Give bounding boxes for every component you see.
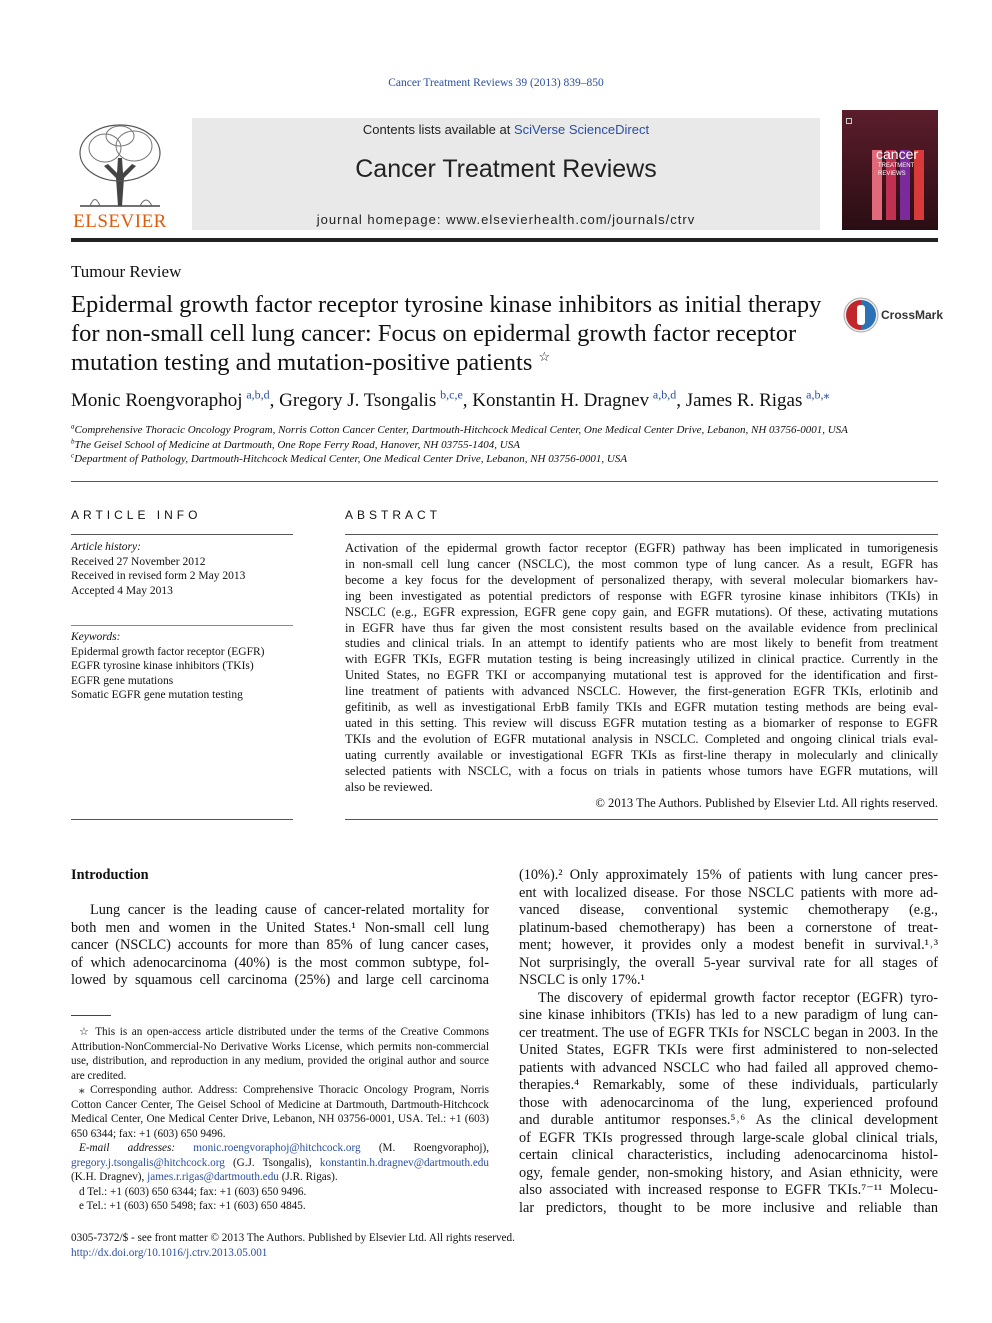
history-rule bbox=[71, 625, 293, 626]
abstract-copyright: © 2013 The Authors. Published by Elsevier Ltd. All rights reserved. bbox=[595, 796, 938, 810]
article-info-heading: ARTICLE INFO bbox=[71, 508, 202, 522]
title-footnote-mark[interactable]: ☆ bbox=[538, 348, 551, 364]
contents-line bbox=[192, 122, 820, 137]
crossmark-icon bbox=[843, 297, 879, 333]
cover-title-1: cancer bbox=[876, 146, 919, 162]
crossmark-badge[interactable] bbox=[843, 297, 943, 337]
footnote-d: d Tel.: +1 (603) 650 6344; fax: +1 (603) 650 9496. bbox=[79, 1185, 307, 1198]
keywords: Keywords: Epidermal growth factor receptor (EGFR) EGFR tyrosine kinase inhibitors (TKIs) EGFR gene mutations Somatic EGFR gene mutation testing bbox=[71, 631, 265, 701]
footnote-corresponding: ⁎ Corresponding author. Address: Comprehensive Thoracic Oncology Program, Norris Cotton Cancer Center, The Geisel School of Medicine at Dartmouth, Dartmouth-Hitchcock Medical Center, One Medical Center Drive, Lebanon, NH 03756-0001, USA. Tel.: +1 (603) 650 6344; fax: +1 (603) 650 9496. bbox=[71, 1084, 489, 1140]
section-type: Tumour Review bbox=[71, 262, 182, 281]
journal-homepage[interactable]: journal homepage: www.elsevierhealth.com/journals/ctrv bbox=[316, 212, 696, 227]
email-link[interactable]: james.r.rigas@dartmouth.edu bbox=[147, 1171, 279, 1183]
doi-link[interactable]: http://dx.doi.org/10.1016/j.ctrv.2013.05.001 bbox=[71, 1246, 268, 1259]
email-link[interactable]: gregory.j.tsongalis@hitchcock.org bbox=[71, 1156, 225, 1169]
cover-title-2: TREATMENT bbox=[878, 163, 915, 169]
affiliation-rule bbox=[71, 481, 938, 482]
introduction-heading: Introduction bbox=[71, 867, 149, 883]
issn-line: 0305-7372/$ - see front matter © 2013 The Authors. Published by Elsevier Ltd. All rights reserved. bbox=[71, 1232, 515, 1244]
email-link[interactable]: monic.roengvoraphoj@hitchcock.org bbox=[193, 1142, 361, 1154]
journal-cover bbox=[842, 110, 938, 230]
author-list bbox=[71, 387, 830, 412]
article-title bbox=[71, 290, 831, 377]
author: James R. Rigas $^{a,b,⁎}$ bbox=[685, 387, 830, 411]
header-rule bbox=[71, 238, 938, 242]
abstract-bottom-rule bbox=[345, 819, 938, 820]
journal-title: Cancer Treatment Reviews bbox=[355, 155, 657, 183]
article-title-text: Epidermal growth factor receptor tyrosine kinase inhibitors as initial therapy for non-small cell lung cancer: Focus on epidermal growth factor receptor mutation testing and mutation-positive patients bbox=[71, 291, 822, 376]
article-info-rule bbox=[71, 534, 293, 535]
footnote-emails: E-mail addresses: monic.roengvoraphoj@hitchcock.org (M. Roengvoraphoj), gregory.j.tsongalis@hitchcock.org (G.J. Tsongalis), konstantin.h.dragnev@dartmouth.edu (K.H. Dragnev), james.r.rigas@dartmouth.edu (J.R. Rigas). bbox=[71, 1142, 489, 1183]
author: Monic Roengvoraphoj $^{a,b,d}$, bbox=[71, 387, 275, 411]
running-head[interactable]: Cancer Treatment Reviews 39 (2013) 839–850 bbox=[388, 77, 604, 89]
sciencedirect-link[interactable]: SciVerse ScienceDirect bbox=[513, 122, 650, 137]
elsevier-logo bbox=[70, 118, 170, 236]
abstract-body: Activation of the epidermal growth factor receptor (EGFR) pathway has been implicated in tumorigenesis in non-small cell lung cancer (NSCLC), the most common type of lung cancer. As a result, EGFR has become a key focus for the development of personalized therapy, with several molecular biomarkers hav- ing been investigated as potential predictors of response with EGFR tyrosine kinase inhibitors (TKIs) in NSCLC (e.g., EGFR expression, EGFR gene copy gain, and EGFR mutations). Of these, activating mutations in EGFR have thus far given the most consistent results based on the available evidence from preclinical studies and clinical trials. In an attempt to identify patients who are most likely to benefit from treatment with EGFR TKIs, EGFR mutation testing is being increasingly utilized in clinical practice. Currently in the United States, no EGFR TKI or accompanying mutational test is approved for the identification and first- line treatment of patients with advanced NSCLC. However, the first-generation EGFR TKIs, erlotinib and gefitinib, as well as investigational ErbB family TKIs and EGFR mutation testing methods are being eval- uated in this setting. This review will discuss EGFR mutation testing as a biomarker of response to EGFR TKIs and the evolution of EGFR mutational analysis in NSCLC. Completed and ongoing clinical trials eval- uating currently available or investigational EGFR TKIs as first-line therapy in molecularly and clinically selected patients with NSCLC, with a focus on trials in patients whose tumors have EGFR mutations, will also be reviewed. bbox=[345, 541, 938, 794]
footnote-separator bbox=[71, 1015, 111, 1016]
email-link[interactable]: konstantin.h.dragnev@dartmouth.edu bbox=[319, 1156, 489, 1169]
intro-left-column: Lung cancer is the leading cause of cancer-related mortality for both men and women in the United States.¹ Non-small cell lung cancer (NSCLC) accounts for more than 85% of lung cancer cases, of which adenocarcinoma (40%) is the most common subtype, fol- lowed by squamous cell carcinoma (25%) and large cell carcinoma bbox=[71, 902, 489, 988]
contents-prefix: Contents lists available at bbox=[362, 122, 514, 137]
footnote-e: e Tel.: +1 (603) 650 5498; fax: +1 (603) 650 4845. bbox=[79, 1200, 306, 1212]
article-history: Article history: Received 27 November 2012 Received in revised form 2 May 2013 Accepted 4 May 2013 bbox=[71, 541, 246, 597]
footnote-open-access: ☆ This is an open-access article distributed under the terms of the Creative Commons Attribution-NonCommercial-No Derivative Works License, which permits non-commercial use, distribution, and reproduction in any medium, provided the original author and source are credited. bbox=[71, 1026, 489, 1082]
abstract-rule bbox=[345, 534, 938, 535]
author: Konstantin H. Dragnev $^{a,b,d}$, bbox=[472, 387, 681, 411]
author: Gregory J. Tsongalis $^{b,c,e}$, bbox=[279, 387, 468, 411]
crossmark-label: CrossMark bbox=[881, 308, 944, 322]
footnotes bbox=[71, 1025, 489, 1214]
affiliation-b: $^b$The Geisel School of Medicine at Dartmouth, One Rope Ferry Road, Hanover, NH 03755-1404, USA bbox=[71, 437, 520, 451]
publisher-name: ELSEVIER bbox=[73, 211, 167, 232]
front-matter bbox=[71, 1231, 771, 1260]
affiliation-c: $^c$Department of Pathology, Dartmouth-Hitchcock Medical Center, One Medical Center Drive, Lebanon, NH 03756-0001, USA bbox=[71, 451, 628, 465]
affiliation-a: $^a$Comprehensive Thoracic Oncology Program, Norris Cotton Cancer Center, Dartmouth-Hitchcock Medical Center, One Medical Center Drive, Lebanon, NH 03756-0001, USA bbox=[71, 422, 848, 436]
cover-title-3: REVIEWS bbox=[878, 171, 906, 177]
intro-right-column: (10%).² Only approximately 15% of patients with lung cancer pres- ent with localized disease. For those NSCLC patients with more ad- vanced disease, conventional systemic chemotherapy (e.g., platinum-based chemotherapy) has been a cornerstone of treat- ment; however, it provides only a modest benefit in survival.¹˒³ Not surprisingly, the overall 5-year survival rate for all stages of NSCLC is only 17%.¹ The discovery of epidermal growth factor receptor (EGFR) tyro- sine kinase inhibitors (TKIs) has led to a new paradigm of lung can- cer treatment. The use of EGFR TKIs for NSCLC began in 2003. In the United States, EGFR TKIs were first administered to non-selected patients with advanced NSCLC who had failed all approved chemo- therapies.⁴ Remarkably, some of these individuals, particularly those with adenocarcinoma of the lung, experienced profound and durable antitumor responses.⁵˒⁶ As the clinical development of EGFR TKIs progressed through large-scale global clinical trials, certain clinical characteristics, including adenocarcinoma histol- ogy, female gender, non-smoking history, and Asian ethnicity, were also associated with increased response to EGFR TKIs.⁷⁻¹¹ Molecu- lar predictors, thought to be more inclusive and reliable than bbox=[519, 867, 938, 1216]
article-info-bottom-rule bbox=[71, 819, 293, 820]
abstract-heading: ABSTRACT bbox=[345, 508, 442, 522]
